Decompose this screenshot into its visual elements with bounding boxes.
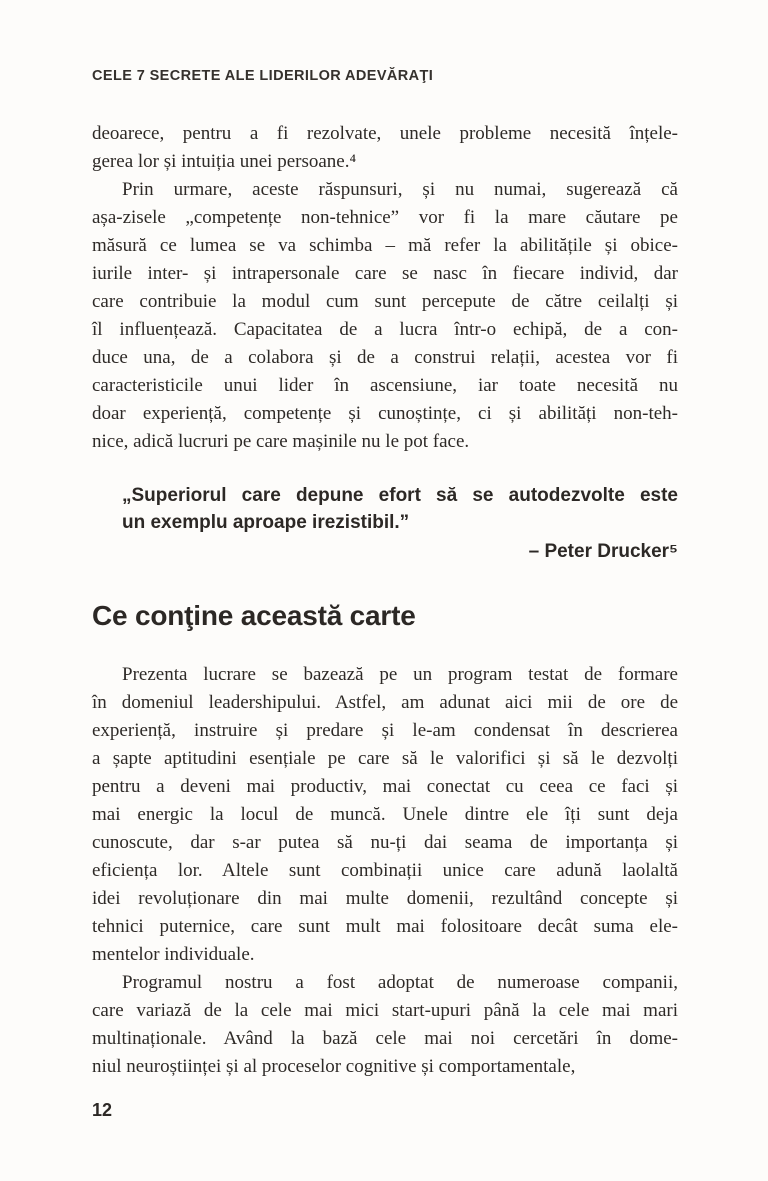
text-line: care variază de la cele mai mici start-upuri până la cele mai mari [92,999,678,1021]
text-line: tehnici puternice, care sunt mult mai folositoare decât suma ele- [92,915,678,937]
text-line: Prezenta lucrare se bazează pe un program testat de formare [122,663,678,685]
text-line: măsură ce lumea se va schimba – mă refer la abilitățile și obice- [92,235,678,256]
text-line: pentru a deveni mai productiv, mai conectat cu ceea ce faci și [92,775,678,797]
text-line: cunoscute, dar s-ar putea să nu-ți dai seama de importanța și [92,831,678,853]
text-block-bottom [92,661,678,1081]
text-line: duce una, de a colabora și de a construi relații, acestea vor fi [92,347,678,368]
text-line: niul neuroștiinței și al proceselor cognitive și comportamentale, [92,1055,576,1077]
text-line: îl influențează. Capacitatea de a lucra într-o echipă, de a con- [92,319,678,340]
running-header: CELE 7 SECRETE ALE LIDERILOR ADEVĂRAŢI [92,68,434,84]
quote-attribution: – Peter Drucker⁵ [528,541,678,562]
text-line: gerea lor și intuiția unei persoane.⁴ [92,151,357,172]
text-line: „Superiorul care depune efort să se autodezvolte este [122,485,678,506]
text-line: caracteristicile unui lider în ascensiune, iar toate necesită nu [92,375,678,396]
paragraph-soft-skills [92,176,678,456]
text-line: nice, adică lucruri pe care mașinile nu le pot face. [92,431,470,452]
text-line: mentelor individuale. [92,943,255,965]
text-line: multinaționale. Având la bază cele mai noi cercetări în dome- [92,1027,678,1049]
text-line: așa-zisele „competențe non-tehnice” vor fi la mare căutare pe [92,207,678,228]
text-line: doar experiență, competențe și cunoștințe, ci și abilități non-teh- [92,403,678,424]
text-line: iurile inter- și intrapersonale care se nasc în fiecare individ, dar [92,263,678,284]
text-line: mai energic la locul de muncă. Unele dintre ele îți sunt deja [92,803,678,825]
text-line: a șapte aptitudini esențiale pe care să le valorifici și să le dezvolți [92,747,678,769]
text-block-top [92,120,678,456]
text-line: un exemplu aproape irezistibil.” [122,512,410,533]
text-line: în domeniul leadershipului. Astfel, am adunat aici mii de ore de [92,691,678,713]
text-line: Programul nostru a fost adoptat de numeroase companii, [122,971,678,993]
section-heading: Ce conţine această carte [92,600,416,631]
text-line: Prin urmare, aceste răspunsuri, și nu numai, sugerează că [122,179,678,200]
text-line: eficiența lor. Altele sunt combinații unice care adună laolaltă [92,859,678,881]
paragraph-program-adoption [92,969,678,1081]
text-line: deoarece, pentru a fi rezolvate, unele probleme necesită înțele- [92,123,678,144]
text-line: idei revoluționare din mai multe domenii, rezultând concepte și [92,887,678,909]
paragraph-continuation [92,120,678,176]
text-line: experiență, instruire și predare și le-am condensat în descrierea [92,719,678,741]
paragraph-book-content [92,661,678,969]
text-line: care contribuie la modul cum sunt percepute de către ceilalți și [92,291,678,312]
page-number: 12 [92,1100,113,1120]
pull-quote [122,482,678,536]
